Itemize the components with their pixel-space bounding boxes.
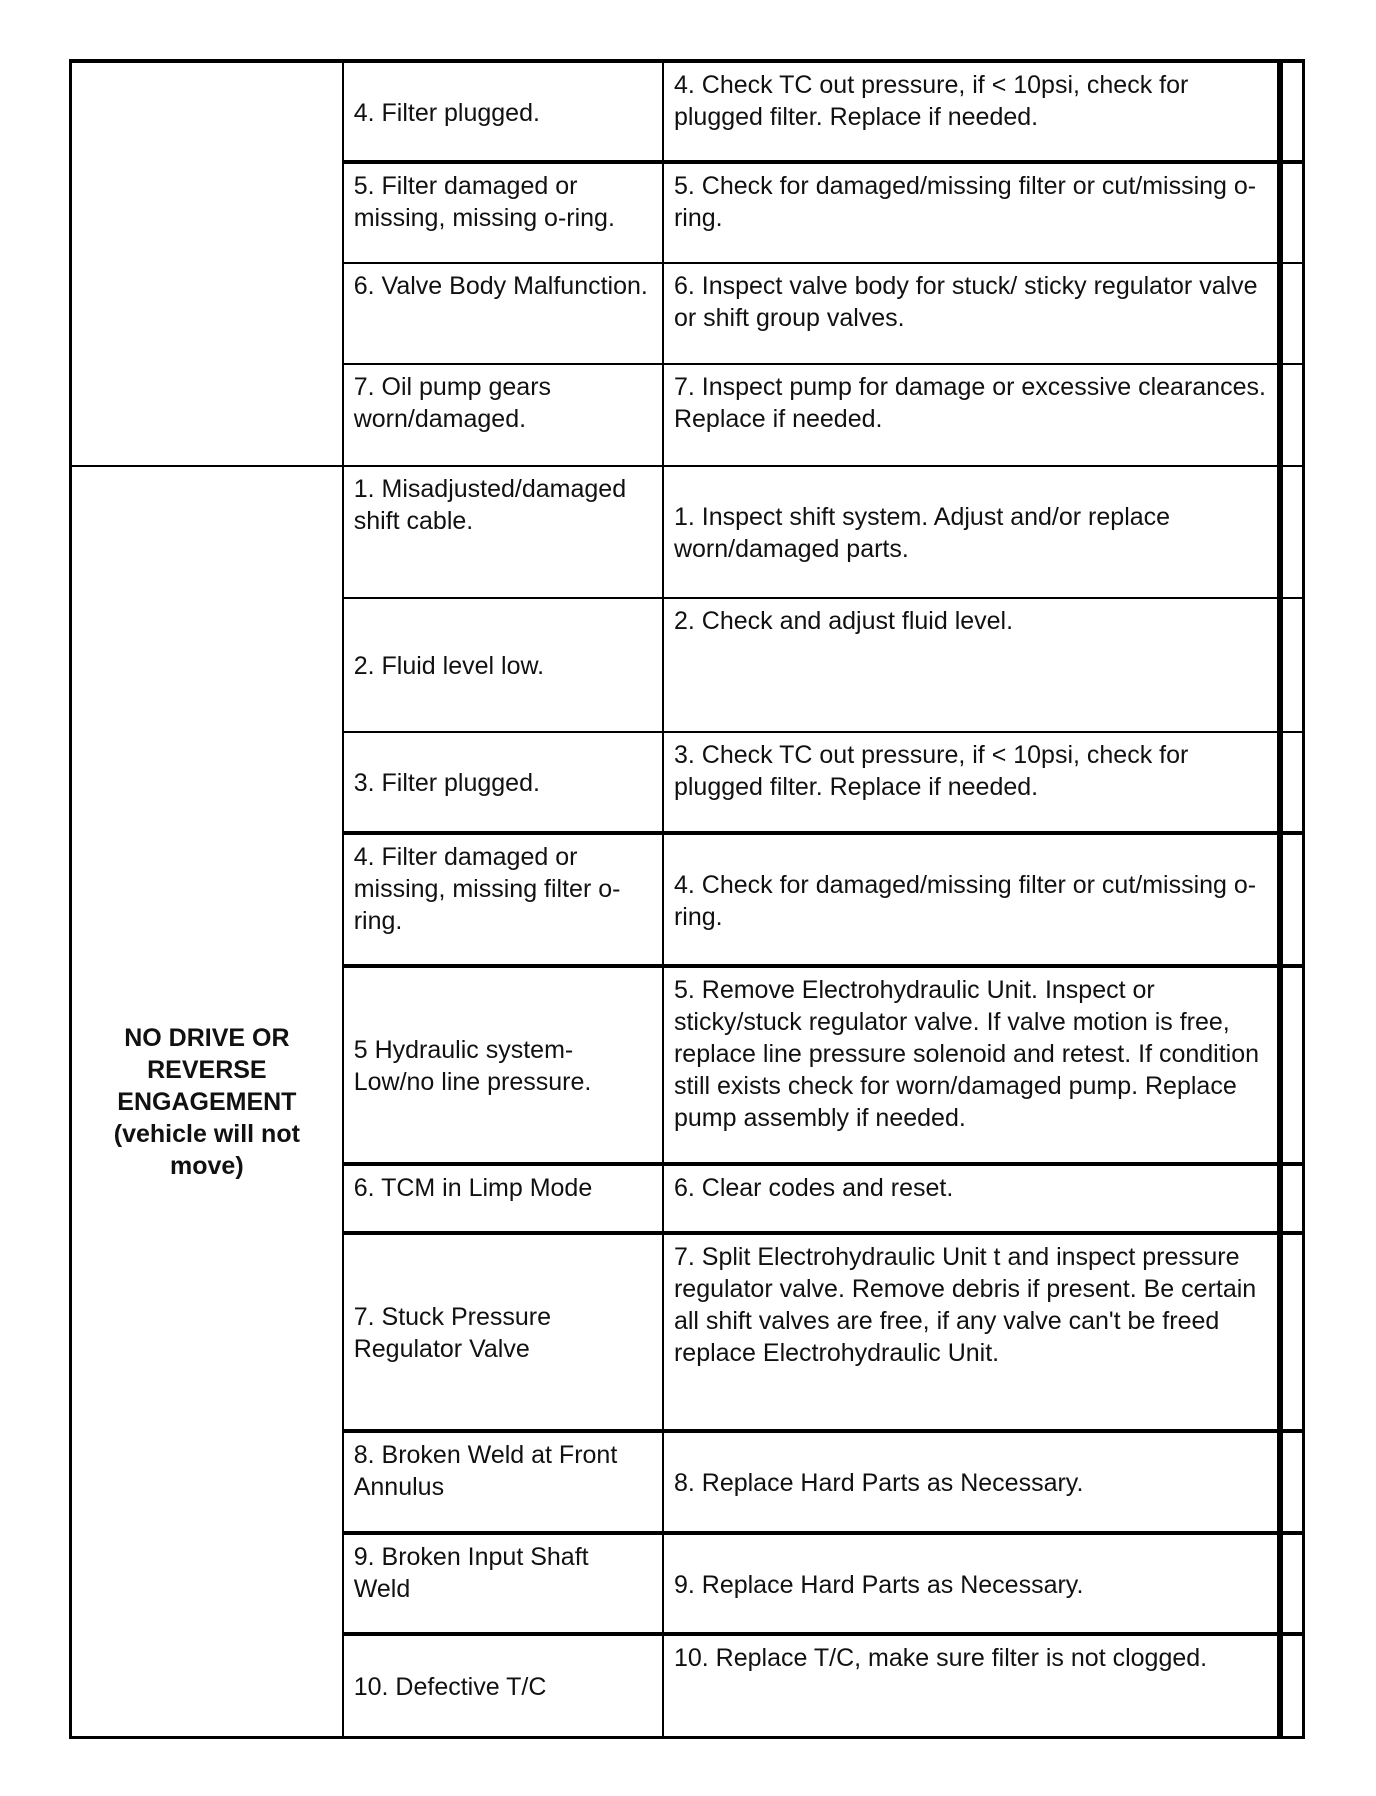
check-cell xyxy=(1280,833,1303,966)
cause-cell: 6. TCM in Limp Mode xyxy=(343,1164,663,1233)
condition-cell-blank xyxy=(71,61,343,466)
cause-cell: 6. Valve Body Malfunction. xyxy=(343,263,663,364)
cause-cell: 7. Stuck Pressure Regulator Valve xyxy=(343,1233,663,1431)
check-cell xyxy=(1280,61,1303,162)
correction-cell: 4. Check for damaged/missing filter or cut/missing o-ring. xyxy=(663,833,1281,966)
check-cell xyxy=(1280,1431,1303,1533)
check-cell xyxy=(1280,598,1303,732)
correction-cell: 7. Split Electrohydraulic Unit t and inspect pressure regulator valve. Remove debris if present. Be certain all shift valves are free, if any valve can't be freed replace Electrohydraulic Unit. xyxy=(663,1233,1281,1431)
cause-cell: 1. Misadjusted/damaged shift cable. xyxy=(343,466,663,598)
table-row xyxy=(71,466,1304,598)
cause-cell: 5 Hydraulic system-Low/no line pressure. xyxy=(343,966,663,1164)
check-cell xyxy=(1280,364,1303,466)
check-cell xyxy=(1280,732,1303,833)
correction-cell: 1. Inspect shift system. Adjust and/or replace worn/damaged parts. xyxy=(663,466,1281,598)
cause-cell: 7. Oil pump gears worn/damaged. xyxy=(343,364,663,466)
correction-cell: 5. Remove Electrohydraulic Unit. Inspect or sticky/stuck regulator valve. If valve motion is free, replace line pressure solenoid and retest. If condition still exists check for worn/damaged pump. Replace pump assembly if needed. xyxy=(663,966,1281,1164)
check-cell xyxy=(1280,966,1303,1164)
correction-cell: 7. Inspect pump for damage or excessive clearances. Replace if needed. xyxy=(663,364,1281,466)
correction-cell: 6. Clear codes and reset. xyxy=(663,1164,1281,1233)
cause-cell: 4. Filter plugged. xyxy=(343,61,663,162)
cause-cell: 2. Fluid level low. xyxy=(343,598,663,732)
check-cell xyxy=(1280,1533,1303,1634)
condition-cell: NO DRIVE OR REVERSE ENGAGEMENT (vehicle will not move) xyxy=(71,466,343,1737)
check-cell xyxy=(1280,1164,1303,1233)
cause-cell: 10. Defective T/C xyxy=(343,1634,663,1737)
correction-cell: 4. Check TC out pressure, if < 10psi, check for plugged filter. Replace if needed. xyxy=(663,61,1281,162)
correction-cell: 3. Check TC out pressure, if < 10psi, check for plugged filter. Replace if needed. xyxy=(663,732,1281,833)
cause-cell: 8. Broken Weld at Front Annulus xyxy=(343,1431,663,1533)
table-row xyxy=(71,61,1304,162)
correction-cell: 9. Replace Hard Parts as Necessary. xyxy=(663,1533,1281,1634)
check-cell xyxy=(1280,1634,1303,1737)
cause-cell: 5. Filter damaged or missing, missing o-ring. xyxy=(343,162,663,263)
cause-cell: 9. Broken Input Shaft Weld xyxy=(343,1533,663,1634)
correction-cell: 2. Check and adjust fluid level. xyxy=(663,598,1281,732)
correction-cell: 6. Inspect valve body for stuck/ sticky regulator valve or shift group valves. xyxy=(663,263,1281,364)
correction-cell: 5. Check for damaged/missing filter or cut/missing o-ring. xyxy=(663,162,1281,263)
troubleshooting-table xyxy=(69,59,1305,1739)
check-cell xyxy=(1280,263,1303,364)
correction-cell: 8. Replace Hard Parts as Necessary. xyxy=(663,1431,1281,1533)
cause-cell: 3. Filter plugged. xyxy=(343,732,663,833)
check-cell xyxy=(1280,162,1303,263)
correction-cell: 10. Replace T/C, make sure filter is not clogged. xyxy=(663,1634,1281,1737)
cause-cell: 4. Filter damaged or missing, missing filter o-ring. xyxy=(343,833,663,966)
check-cell xyxy=(1280,466,1303,598)
check-cell xyxy=(1280,1233,1303,1431)
